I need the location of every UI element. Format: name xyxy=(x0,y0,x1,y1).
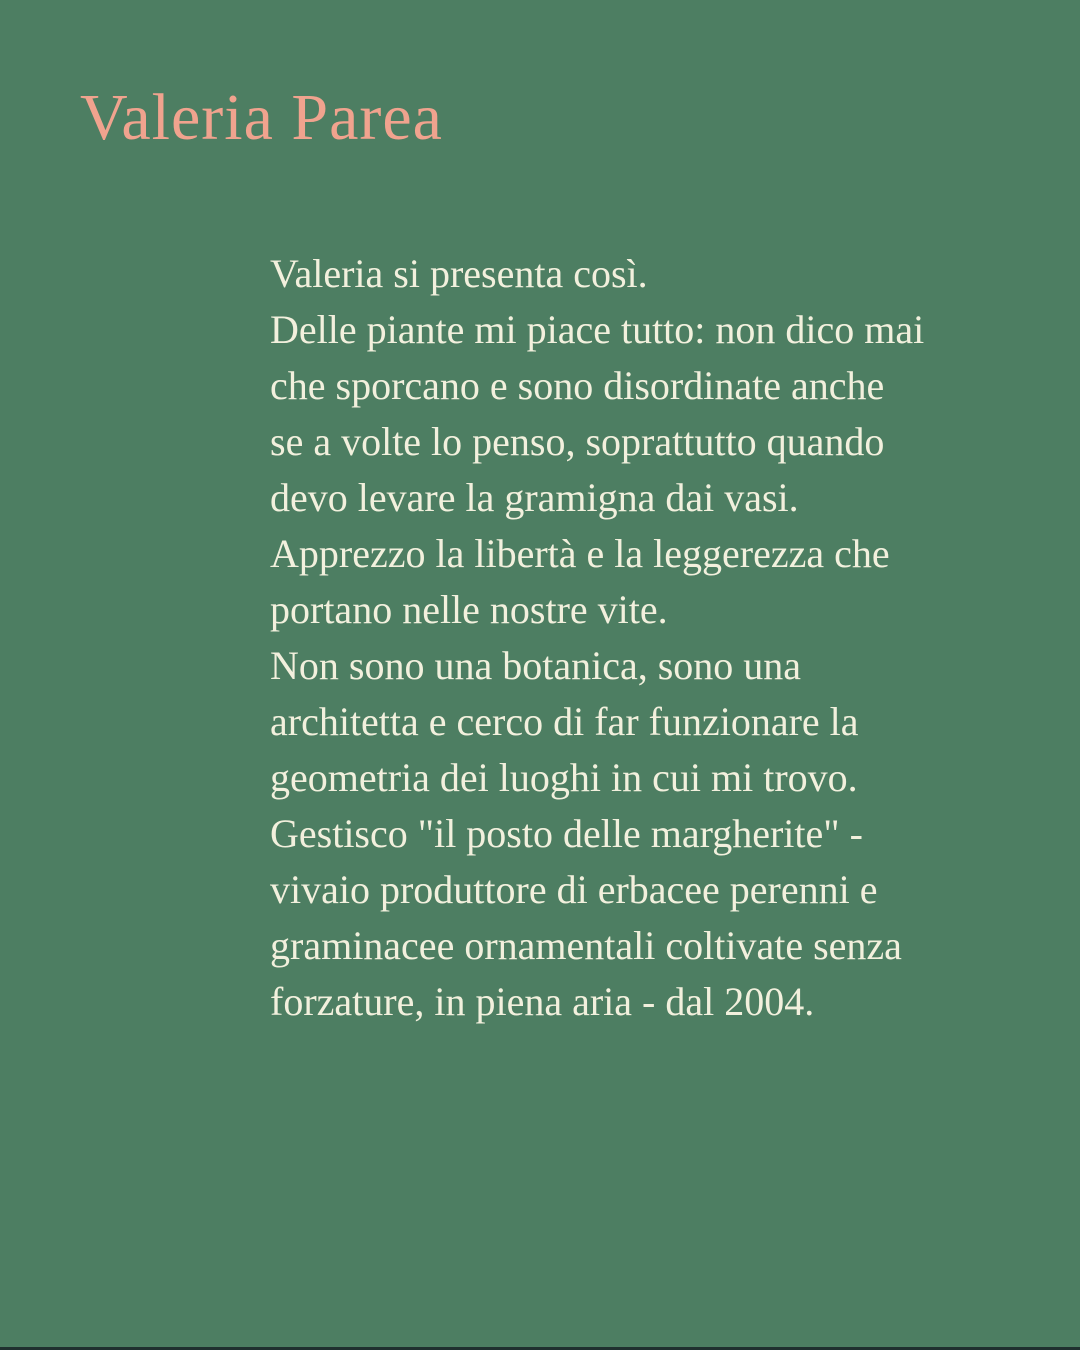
body-line: se a volte lo penso, soprattutto quando xyxy=(270,419,885,464)
body-line: che sporcano e sono disordinate anche xyxy=(270,363,885,408)
body-line: Delle piante mi piace tutto: non dico mai xyxy=(270,307,925,352)
body-line: vivaio produttore di erbacee perenni e xyxy=(270,867,878,912)
body-line: graminacee ornamentali coltivate senza xyxy=(270,923,902,968)
body-line: geometria dei luoghi in cui mi trovo. xyxy=(270,755,858,800)
body-line: forzature, in piena aria - dal 2004. xyxy=(270,979,815,1024)
body-line: devo levare la gramigna dai vasi. xyxy=(270,475,799,520)
body-line: architetta e cerco di far funzionare la xyxy=(270,699,859,744)
body-line: portano nelle nostre vite. xyxy=(270,587,668,632)
page-title: Valeria Parea xyxy=(80,81,443,154)
bio-paragraph xyxy=(270,246,1010,1030)
body-line: Apprezzo la libertà e la leggerezza che xyxy=(270,531,890,576)
body-line: Valeria si presenta così. xyxy=(270,251,648,296)
body-line: Gestisco "il posto delle margherite" - xyxy=(270,811,863,856)
body-line: Non sono una botanica, sono una xyxy=(270,643,802,688)
